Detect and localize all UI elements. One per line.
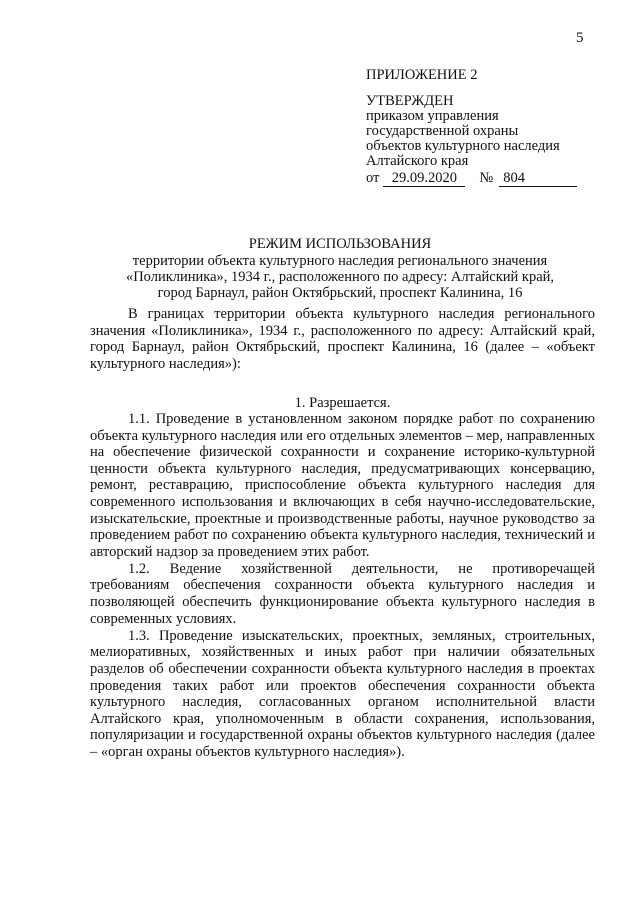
subtitle-line: «Поликлиника», 1934 г., расположенного по адресу: Алтайский край,: [125, 269, 555, 285]
approval-line: государственной охраны: [366, 123, 519, 139]
document-title: РЕЖИМ ИСПОЛЬЗОВАНИЯ: [248, 236, 432, 252]
approval-line: Алтайского края: [366, 153, 469, 169]
subtitle-line: территории объекта культурного наследия регионального значения: [132, 253, 548, 269]
list-item: 1.3. Проведение изыскательских, проектных, земляных, строительных, мелиоративных, хозяйственных и иных работ при наличии обязательных разделов об обеспечении сохранности объекта культурного наследия в проектах проведения таких работ или проектов обеспечения сохранности объекта культурного наследия, согласованных органом исполнительной власти Алтайского края, уполномоченным в области сохранения, использования, популяризации и государственной охраны объектов культурного наследия (далее – «орган охраны объектов культурного наследия»).: [90, 627, 595, 760]
subtitle-line: город Барнаул, район Октябрьский, проспект Калинина, 16: [157, 285, 523, 301]
order-date-row: [366, 171, 606, 187]
appendix-label: ПРИЛОЖЕНИЕ 2: [366, 67, 478, 83]
number-label: №: [479, 170, 494, 186]
approval-line: приказом управления: [366, 108, 499, 124]
approval-line: объектов культурного наследия: [366, 138, 560, 154]
intro-paragraph: В границах территории объекта культурного наследия регионального значения «Поликлиника», 1934 г., расположенного по адресу: Алтайский край, город Барнаул, район Октябрьский, проспект Калинина, 16 (далее – «объект культурного наследия»):: [90, 306, 595, 372]
section-items: [90, 411, 595, 760]
page-number: 5: [576, 30, 584, 46]
document-title-block: [80, 236, 600, 301]
list-item: 1.1. Проведение в установленном законом порядке работ по сохранению объекта культурного наследия или его отдельных элементов – мер, направленных на обеспечение физической сохранности и сохранение историко-культурной ценности объекта культурного наследия, предусматривающих консервацию, ремонт, реставрацию, приспособление объекта культурного наследия для современного использования и включающих в себя научно-исследовательские, изыскательские, проектные и производственные работы, научное руководство за проведением работ по сохранению объекта культурного наследия, технический и авторский надзор за проведением этих работ.: [90, 411, 595, 560]
approval-block: [366, 68, 606, 187]
section-heading: 1. Разрешается.: [294, 395, 391, 411]
order-date: 29.09.2020: [383, 171, 465, 187]
date-label: от: [366, 170, 380, 186]
order-number: 804: [499, 171, 577, 187]
intro-paragraph-block: [90, 306, 595, 372]
list-item: 1.2. Ведение хозяйственной деятельности, не противоречащей требованиям обеспечения сохранности объекта культурного наследия и позволяющей обеспечить функционирование объекта культурного наследия в современных условиях.: [90, 560, 595, 627]
approved-label: УТВЕРЖДЕН: [366, 93, 454, 109]
